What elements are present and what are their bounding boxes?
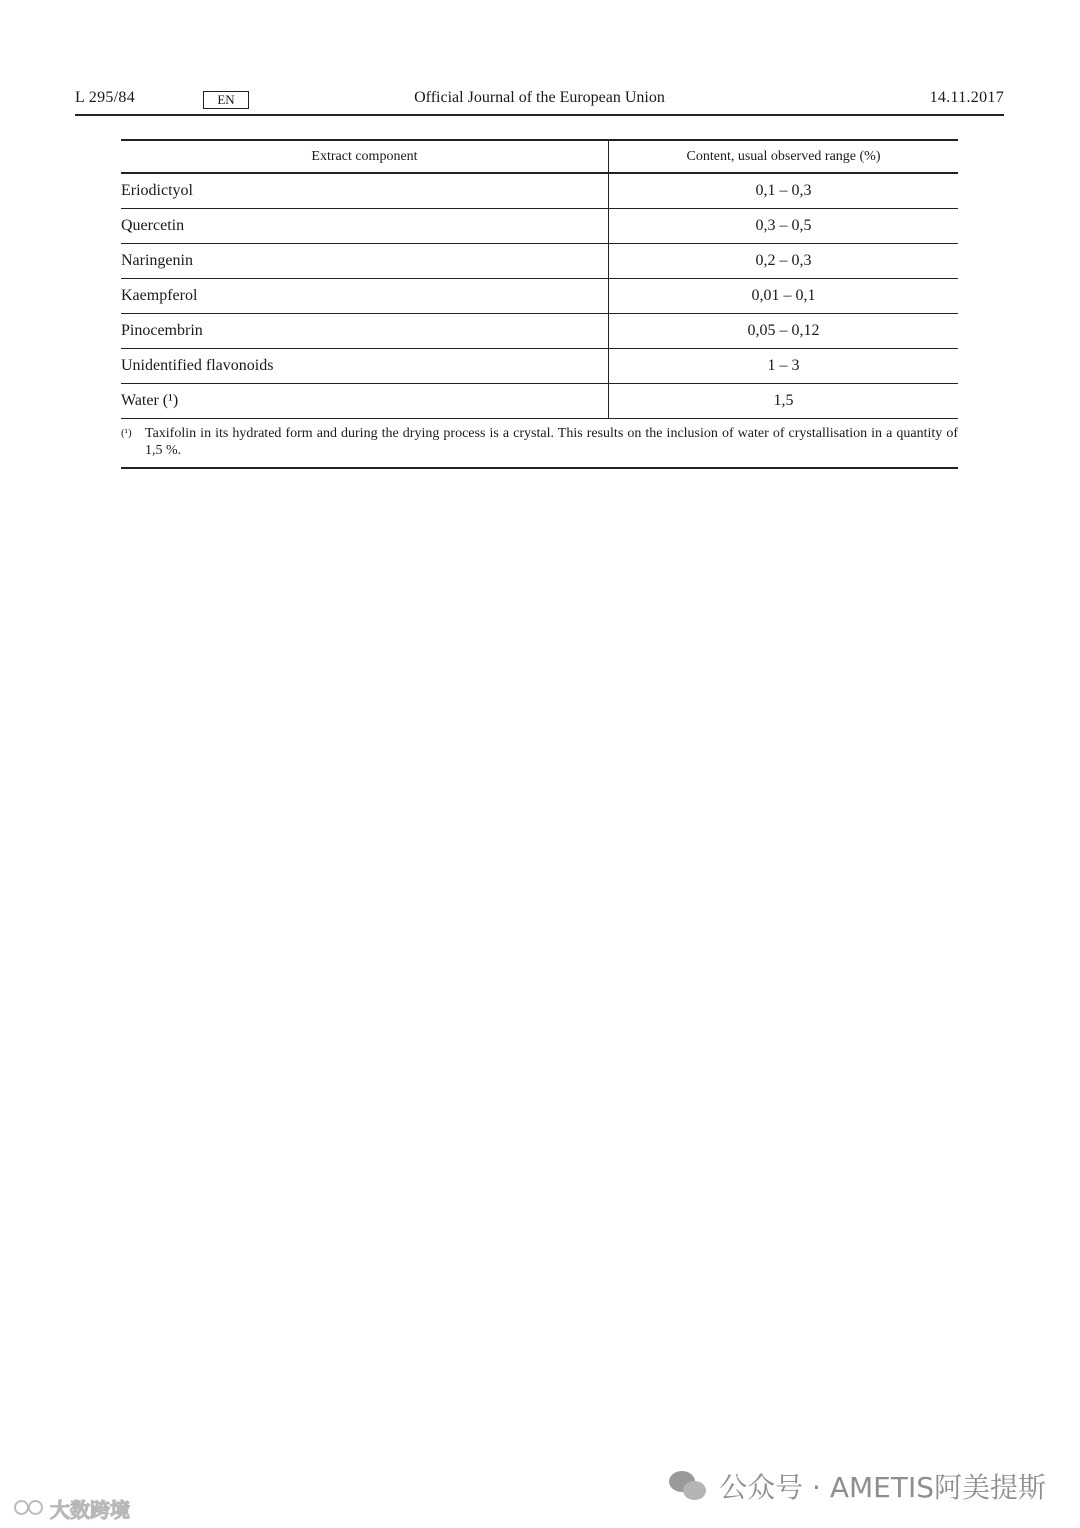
page-header xyxy=(75,86,1004,116)
component-cell: Pinocembrin xyxy=(121,314,609,349)
watermark-source-text: 大数跨境 xyxy=(50,1497,130,1522)
range-cell: 0,01 – 0,1 xyxy=(609,279,959,314)
component-cell: Quercetin xyxy=(121,209,609,244)
footnote-row xyxy=(121,419,958,469)
footnote xyxy=(121,425,958,459)
footnote-text: Taxifolin in its hydrated form and during the drying process is a crystal. This results on the inclusion of water of crystallisation in a quantity of 1,5 %. xyxy=(145,426,958,458)
logo-icon xyxy=(12,1498,46,1518)
component-cell xyxy=(121,384,609,419)
footnote-reference[interactable]: (¹) xyxy=(162,392,179,409)
page-reference: L 295/84 xyxy=(75,89,136,106)
publication-date: 14.11.2017 xyxy=(929,89,1004,106)
table-row xyxy=(121,314,958,349)
component-cell: Kaempferol xyxy=(121,279,609,314)
wechat-icon xyxy=(669,1471,707,1501)
composition-table xyxy=(121,139,958,469)
table-row xyxy=(121,279,958,314)
column-header-component: Extract component xyxy=(121,140,609,173)
journal-title: Official Journal of the European Union xyxy=(414,89,665,106)
column-header-range: Content, usual observed range (%) xyxy=(609,140,959,173)
source-watermark xyxy=(12,1494,130,1522)
footnote-mark: (¹) xyxy=(121,427,132,439)
range-cell: 0,3 – 0,5 xyxy=(609,209,959,244)
table-row xyxy=(121,209,958,244)
watermark-text: 公众号 · AMETIS阿美提斯 xyxy=(719,1471,1046,1504)
component-cell: Unidentified flavonoids xyxy=(121,349,609,384)
language-badge: EN xyxy=(203,91,249,109)
table-row xyxy=(121,384,958,419)
component-label: Water xyxy=(121,392,159,409)
range-cell: 0,05 – 0,12 xyxy=(609,314,959,349)
wechat-watermark xyxy=(669,1466,1046,1506)
table-row xyxy=(121,244,958,279)
table-row xyxy=(121,173,958,209)
component-cell: Eriodictyol xyxy=(121,173,609,209)
component-cell: Naringenin xyxy=(121,244,609,279)
table-header-row xyxy=(121,140,958,173)
range-cell: 0,1 – 0,3 xyxy=(609,173,959,209)
range-cell: 1 – 3 xyxy=(609,349,959,384)
range-cell: 1,5 xyxy=(609,384,959,419)
footnote-cell xyxy=(121,419,958,469)
table-row xyxy=(121,349,958,384)
range-cell: 0,2 – 0,3 xyxy=(609,244,959,279)
